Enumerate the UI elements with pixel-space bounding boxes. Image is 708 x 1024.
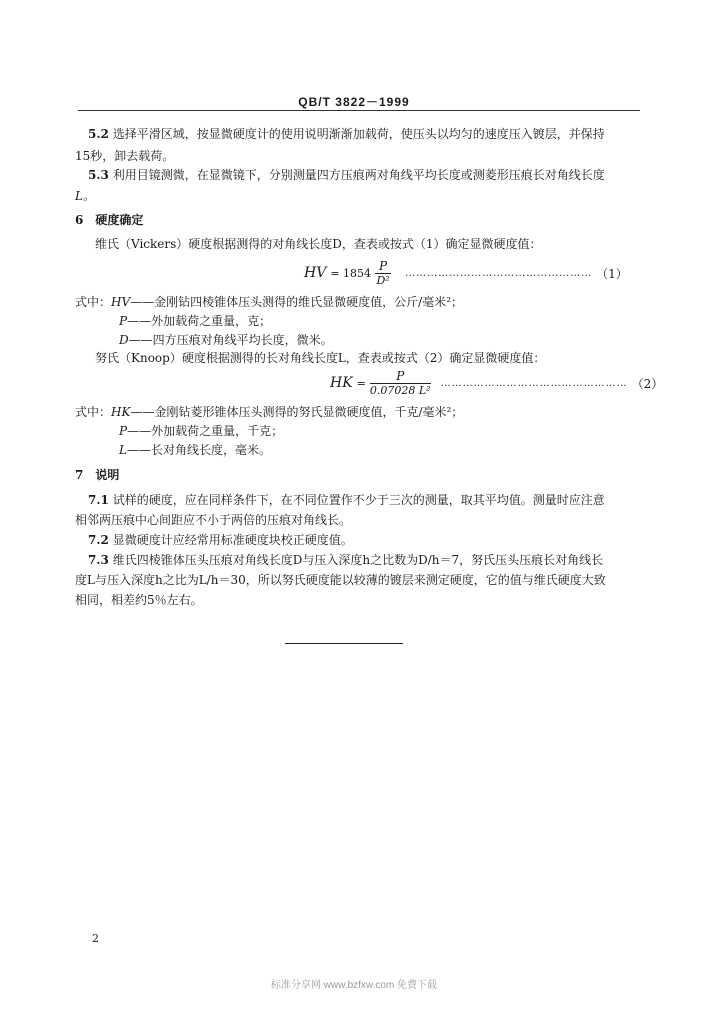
clause-5-2 [88, 124, 605, 144]
clause-number: 7.2 [88, 533, 109, 547]
variable-description: ——金刚钻四棱锥体压头测得的维氏显微硬度值，公斤/毫米²； [130, 295, 464, 309]
knoop-var-l [119, 440, 271, 460]
equation-coefficient: = 1854 [330, 266, 372, 280]
knoop-equation [330, 366, 663, 400]
clause-5-2-cont: 15秒，卸去载荷。 [75, 149, 175, 163]
clause-text: 利用目镜测微，在显微镜下，分别测量四方压痕两对角线平均长度或测菱形压痕长对角线长度 [112, 168, 605, 182]
equation-lhs: HK [330, 375, 353, 391]
variable-description: ——长对角线长度，毫米。 [126, 443, 271, 457]
fraction-denominator: D² [376, 273, 390, 287]
page-number: 2 [92, 932, 99, 945]
section-6-title: 6 硬度确定 [75, 213, 144, 227]
clause-text: 显微硬度计应经常用标准硬度块校正硬度值。 [112, 533, 353, 547]
clause-7-3-cont: 度L与压入深度h之比为L/h＝30，所以努氏硬度能以较薄的镀层来测定硬度，它的值与维氏硬度大致 [75, 573, 606, 587]
variable-symbol: HK [111, 405, 131, 419]
clause-5-3-cont: L。 [75, 189, 95, 203]
variable-description: ——外加载荷之重量，克； [127, 314, 272, 328]
vickers-equation [304, 256, 628, 290]
variable-symbol: D [119, 333, 129, 347]
where-label: 式中： [75, 405, 112, 419]
variable-description: ——四方压痕对角线平均长度，微米。 [128, 333, 333, 347]
clause-text: 试样的硬度，应在同样条件下，在不同位置作不少于三次的测量，取其平均值。测量时应注意 [112, 493, 605, 507]
equation-coefficient: = [356, 376, 366, 390]
clause-text: 选择平滑区域，按显微硬度计的使用说明渐渐加载荷，使压头以均匀的速度压入镀层，并保持 [112, 127, 605, 141]
clause-7-3-cont2: 相同，相差约5％左右。 [75, 593, 203, 607]
vickers-var-hv [75, 292, 463, 312]
vickers-var-d [119, 330, 333, 350]
end-of-document-rule [285, 643, 403, 644]
watermark-footer: 标准分享网 www.bzfxw.com 免费下载 [270, 980, 438, 991]
variable-symbol: HV [111, 295, 131, 309]
header-rule [78, 110, 640, 111]
knoop-var-hk [75, 402, 463, 422]
standard-header: QB/T 3822－1999 [298, 95, 410, 109]
where-label: 式中： [75, 295, 112, 309]
variable-description: ——外加载荷之重量，千克； [127, 424, 284, 438]
clause-number: 5.2 [88, 127, 109, 141]
clause-7-3 [88, 550, 603, 570]
variable-symbol: P [119, 424, 128, 438]
equation-fraction [375, 259, 391, 288]
fraction-denominator: 0.07028 L² [369, 383, 431, 397]
vickers-var-p [119, 311, 271, 331]
fraction-numerator: P [375, 259, 391, 274]
clause-7-1-cont: 相邻两压痕中心间距应不小于两倍的压痕对角线长。 [75, 513, 352, 527]
clause-7-1 [88, 490, 605, 510]
equation-fraction [370, 369, 431, 398]
variable-symbol: L [119, 443, 127, 457]
variable-symbol: P [119, 314, 128, 328]
dot-leader: …………………………………………… [405, 267, 593, 279]
equation-lhs: HV [304, 265, 327, 281]
clause-text: 维氏四棱锥体压头压痕对角线长度D与压入深度h之比数为D/h＝7，努氏压头压痕长对角线长 [112, 553, 604, 567]
dot-leader: …………………………………………… [440, 377, 628, 389]
clause-number: 7.3 [88, 553, 109, 567]
knoop-var-p [119, 421, 283, 441]
section-7-title: 7 说明 [75, 468, 120, 482]
clause-5-3 [88, 165, 605, 185]
equation-number: （2） [631, 376, 664, 391]
equation-number: （1） [596, 266, 628, 281]
clause-7-2 [88, 530, 353, 550]
vickers-intro: 维氏（Vickers）硬度根据测得的对角线长度D，查表或按式（1）确定显微硬度值： [95, 237, 542, 251]
variable-description: ——金刚钻菱形锥体压头测得的努氏显微硬度值，千克/毫米²； [130, 405, 464, 419]
clause-number: 5.3 [88, 168, 109, 182]
knoop-intro: 努氏（Knoop）硬度根据测得的长对角线长度L，查表或按式（2）确定显微硬度值： [95, 351, 546, 365]
clause-number: 7.1 [88, 493, 109, 507]
fraction-numerator: P [370, 369, 431, 384]
